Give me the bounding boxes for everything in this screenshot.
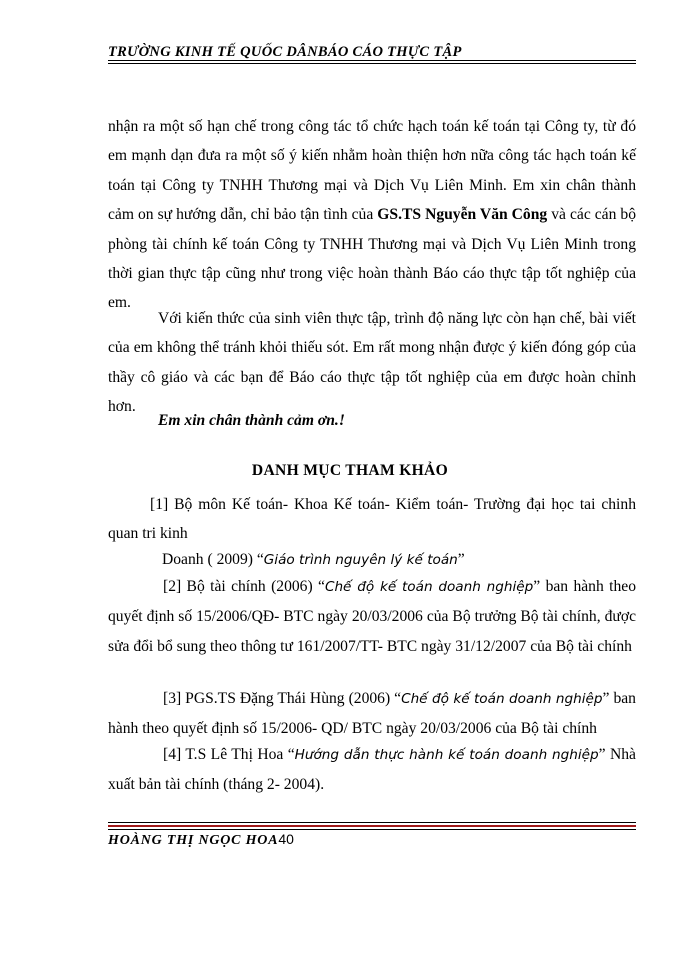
paragraph-text-cont: và các cán bộ phòng tài chính kế toán Công ty TNHH Thương mại và Dịch Vụ Liên Minh trong thời gian thực tập cũng như trong việc hoàn thành Báo cáo thực tập tốt nghiệp của em. [108,206,637,312]
footer-rule-thin [108,829,636,830]
header-rule [108,60,636,61]
thanks-line: Em xin chân thành cảm ơn.! [158,412,345,429]
footer-rule [108,822,636,823]
reference-2: [2] Bộ tài chính (2006) “Chế độ kế toán doanh nghiệp” ban hành theo quyết định số 15/2006/QĐ- BTC ngày 20/03/2006 của Bộ trưởng Bộ tài chính, được sửa đổi bổ sung theo thông tư 161/2007/TT- BTC ngày 31/12/2007 của Bộ tài chính [108,578,636,655]
header-rule-thin [108,63,636,64]
paragraph-text: nhận ra một số hạn chế trong công tác tổ chức hạch toán kế toán tại Công ty, từ đó em mạnh dạn đưa ra một số ý kiến nhằm hoàn thiện hơn nữa công tác hạch toán kế toán tại Công ty TNHH Thương mại và Dịch Vụ Liên Minh. Em xin chân thành cảm on sự hướng dẫn, chỉ bảo tận tình của [108,118,636,224]
reference-4-book: Hướng dẫn thực hành kế toán doanh nghiệp [294,747,599,763]
reference-1-cont: Doanh ( 2009) “Giáo trình nguyên lý kế toán” [162,551,465,568]
reference-3: [3] PGS.TS Đặng Thái Hùng (2006) “Chế độ kế toán doanh nghiệp” ban hành theo quyết định số 15/2006- QD/ BTC ngày 20/03/2006 của Bộ tài chính [108,690,636,738]
advisor-name: GS.TS Nguyễn Văn Công [377,206,548,224]
reference-2-book: Chế độ kế toán doanh nghiệp [324,579,534,595]
reference-1: [1] Bộ môn Kế toán- Khoa Kế toán- Kiểm toán- Trường đại học tai chinh quan tri kinh [108,496,636,543]
paragraph-apology: Với kiến thức của sinh viên thực tập, trình độ năng lực còn hạn chế, bài viết của em không thể tránh khỏi thiếu sót. Em rất mong nhận được ý kiến đóng góp của thầy cô giáo và các bạn để Báo cáo thực tập tốt nghiệp của em được hoàn chỉnh hơn. [108,310,636,416]
page-footer [108,831,294,849]
reference-3-book: Chế độ kế toán doanh nghiệp [401,691,603,707]
footer-rule-accent [108,825,636,827]
reference-4: [4] T.S Lê Thị Hoa “Hướng dẫn thực hành kế toán doanh nghiệp” Nhà xuất bản tài chính (tháng 2- 2004). [108,746,636,794]
page-number: 40 [278,831,294,847]
references-title: DANH MỤC THAM KHẢO [251,462,449,479]
reference-1-book: Giáo trình nguyên lý kế toán [263,552,458,568]
footer-author: HOÀNG THỊ NGỌC HOA [108,833,279,848]
paragraph-closing [108,112,636,318]
page-header-title: TRƯỜNG KINH TẾ QUỐC DÂNBÁO CÁO THỰC TẬP [108,44,462,60]
